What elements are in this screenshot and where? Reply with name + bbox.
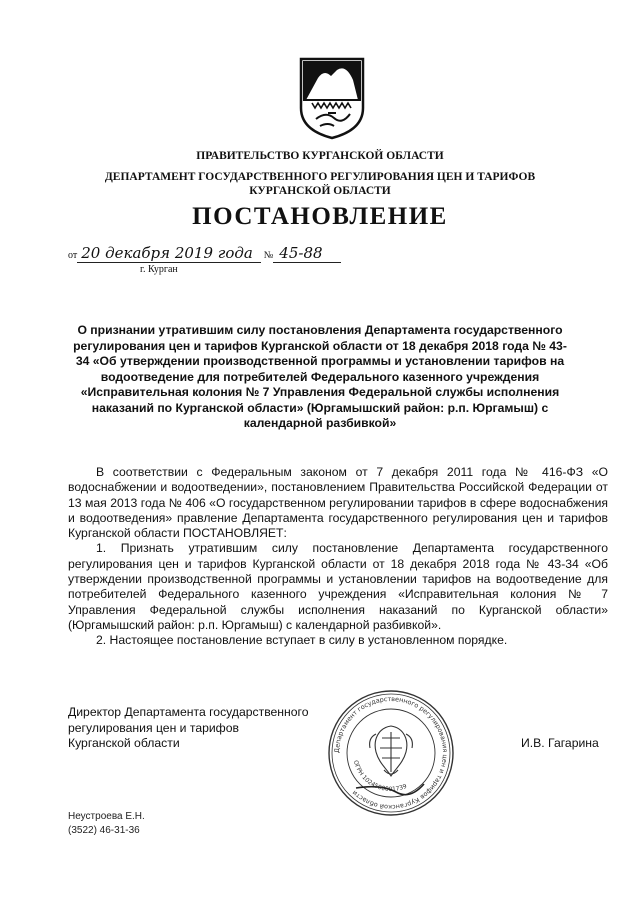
date-number-line: [68, 244, 341, 263]
executor-name: Неустроева Е.Н.: [68, 811, 145, 822]
executor-info: [68, 810, 145, 838]
department-name: ДЕПАРТАМЕНТ ГОСУДАРСТВЕННОГО РЕГУЛИРОВАНИЯ ЦЕН И ТАРИФОВ КУРГАНСКОЙ ОБЛАСТИ: [104, 171, 536, 197]
date-label: от: [68, 250, 78, 261]
handwritten-date: 20 декабря 2019 года: [77, 244, 261, 263]
clause-1: 1. Признать утратившим силу постановление Департамента государственного регулирования цен и тарифов Курганской области от 18 декабря 2018 года № 43-34 «Об утверждении производственной программы и установлении тарифов на водоотведение для потребителей Федерального казенного учреждения «Исправительная колония № 7 Управления Федеральной службы исполнения наказаний по Курганской области» (Юргамышский район: р.п. Юргамыш) с календарной разбивкой».: [68, 541, 608, 632]
executor-phone: (3522) 46-31-36: [68, 825, 140, 836]
signatory-name: И.В. Гагарина: [521, 736, 599, 750]
preamble-paragraph: В соответствии с Федеральным законом от 7 декабря 2011 года № 416-ФЗ «О водоснабжении и водоотведении», постановлением Правительства Российской Федерации от 13 мая 2013 года № 406 «О государственном регулировании тарифов в сфере водоснабжения и водоотведения» правление Департамента государственного регулирования цен и тарифов Курганской области ПОСТАНОВЛЯЕТ:: [68, 465, 608, 541]
city-label: г. Курган: [140, 264, 178, 275]
document-subject: О признании утратившим силу постановления Департамента государственного регулирования цен и тарифов Курганской области от 18 декабря 2018 года № 43-34 «Об утверждении производственной программы и установлении тарифов на водоотведение для потребителей Федерального казенного учреждения «Исправительная колония № 7 Управления Федеральной службы исполнения наказаний по Курганской области» (Юргамышский район: р.п. Юргамыш) с календарной разбивкой»: [73, 323, 567, 430]
clause-2: 2. Настоящее постановление вступает в силу в установленном порядке.: [96, 633, 508, 648]
official-seal-icon: [326, 688, 456, 818]
number-label: №: [263, 250, 274, 261]
coat-of-arms-icon: [298, 56, 366, 140]
signer-title: Директор Департамента государственного регулирования цен и тарифов Курганской области: [68, 705, 309, 750]
seal-ogrn-text: ОГРН 1024500001739: [351, 759, 408, 794]
document-body: [68, 465, 608, 649]
document-type-title: ПОСТАНОВЛЕНИЕ: [192, 203, 448, 230]
government-name: ПРАВИТЕЛЬСТВО КУРГАНСКОЙ ОБЛАСТИ: [196, 150, 444, 162]
handwritten-number: 45-88: [273, 244, 341, 263]
seal-outer-text: Департамент государственного регулирования цен и тарифов Курганской области: [332, 694, 450, 812]
